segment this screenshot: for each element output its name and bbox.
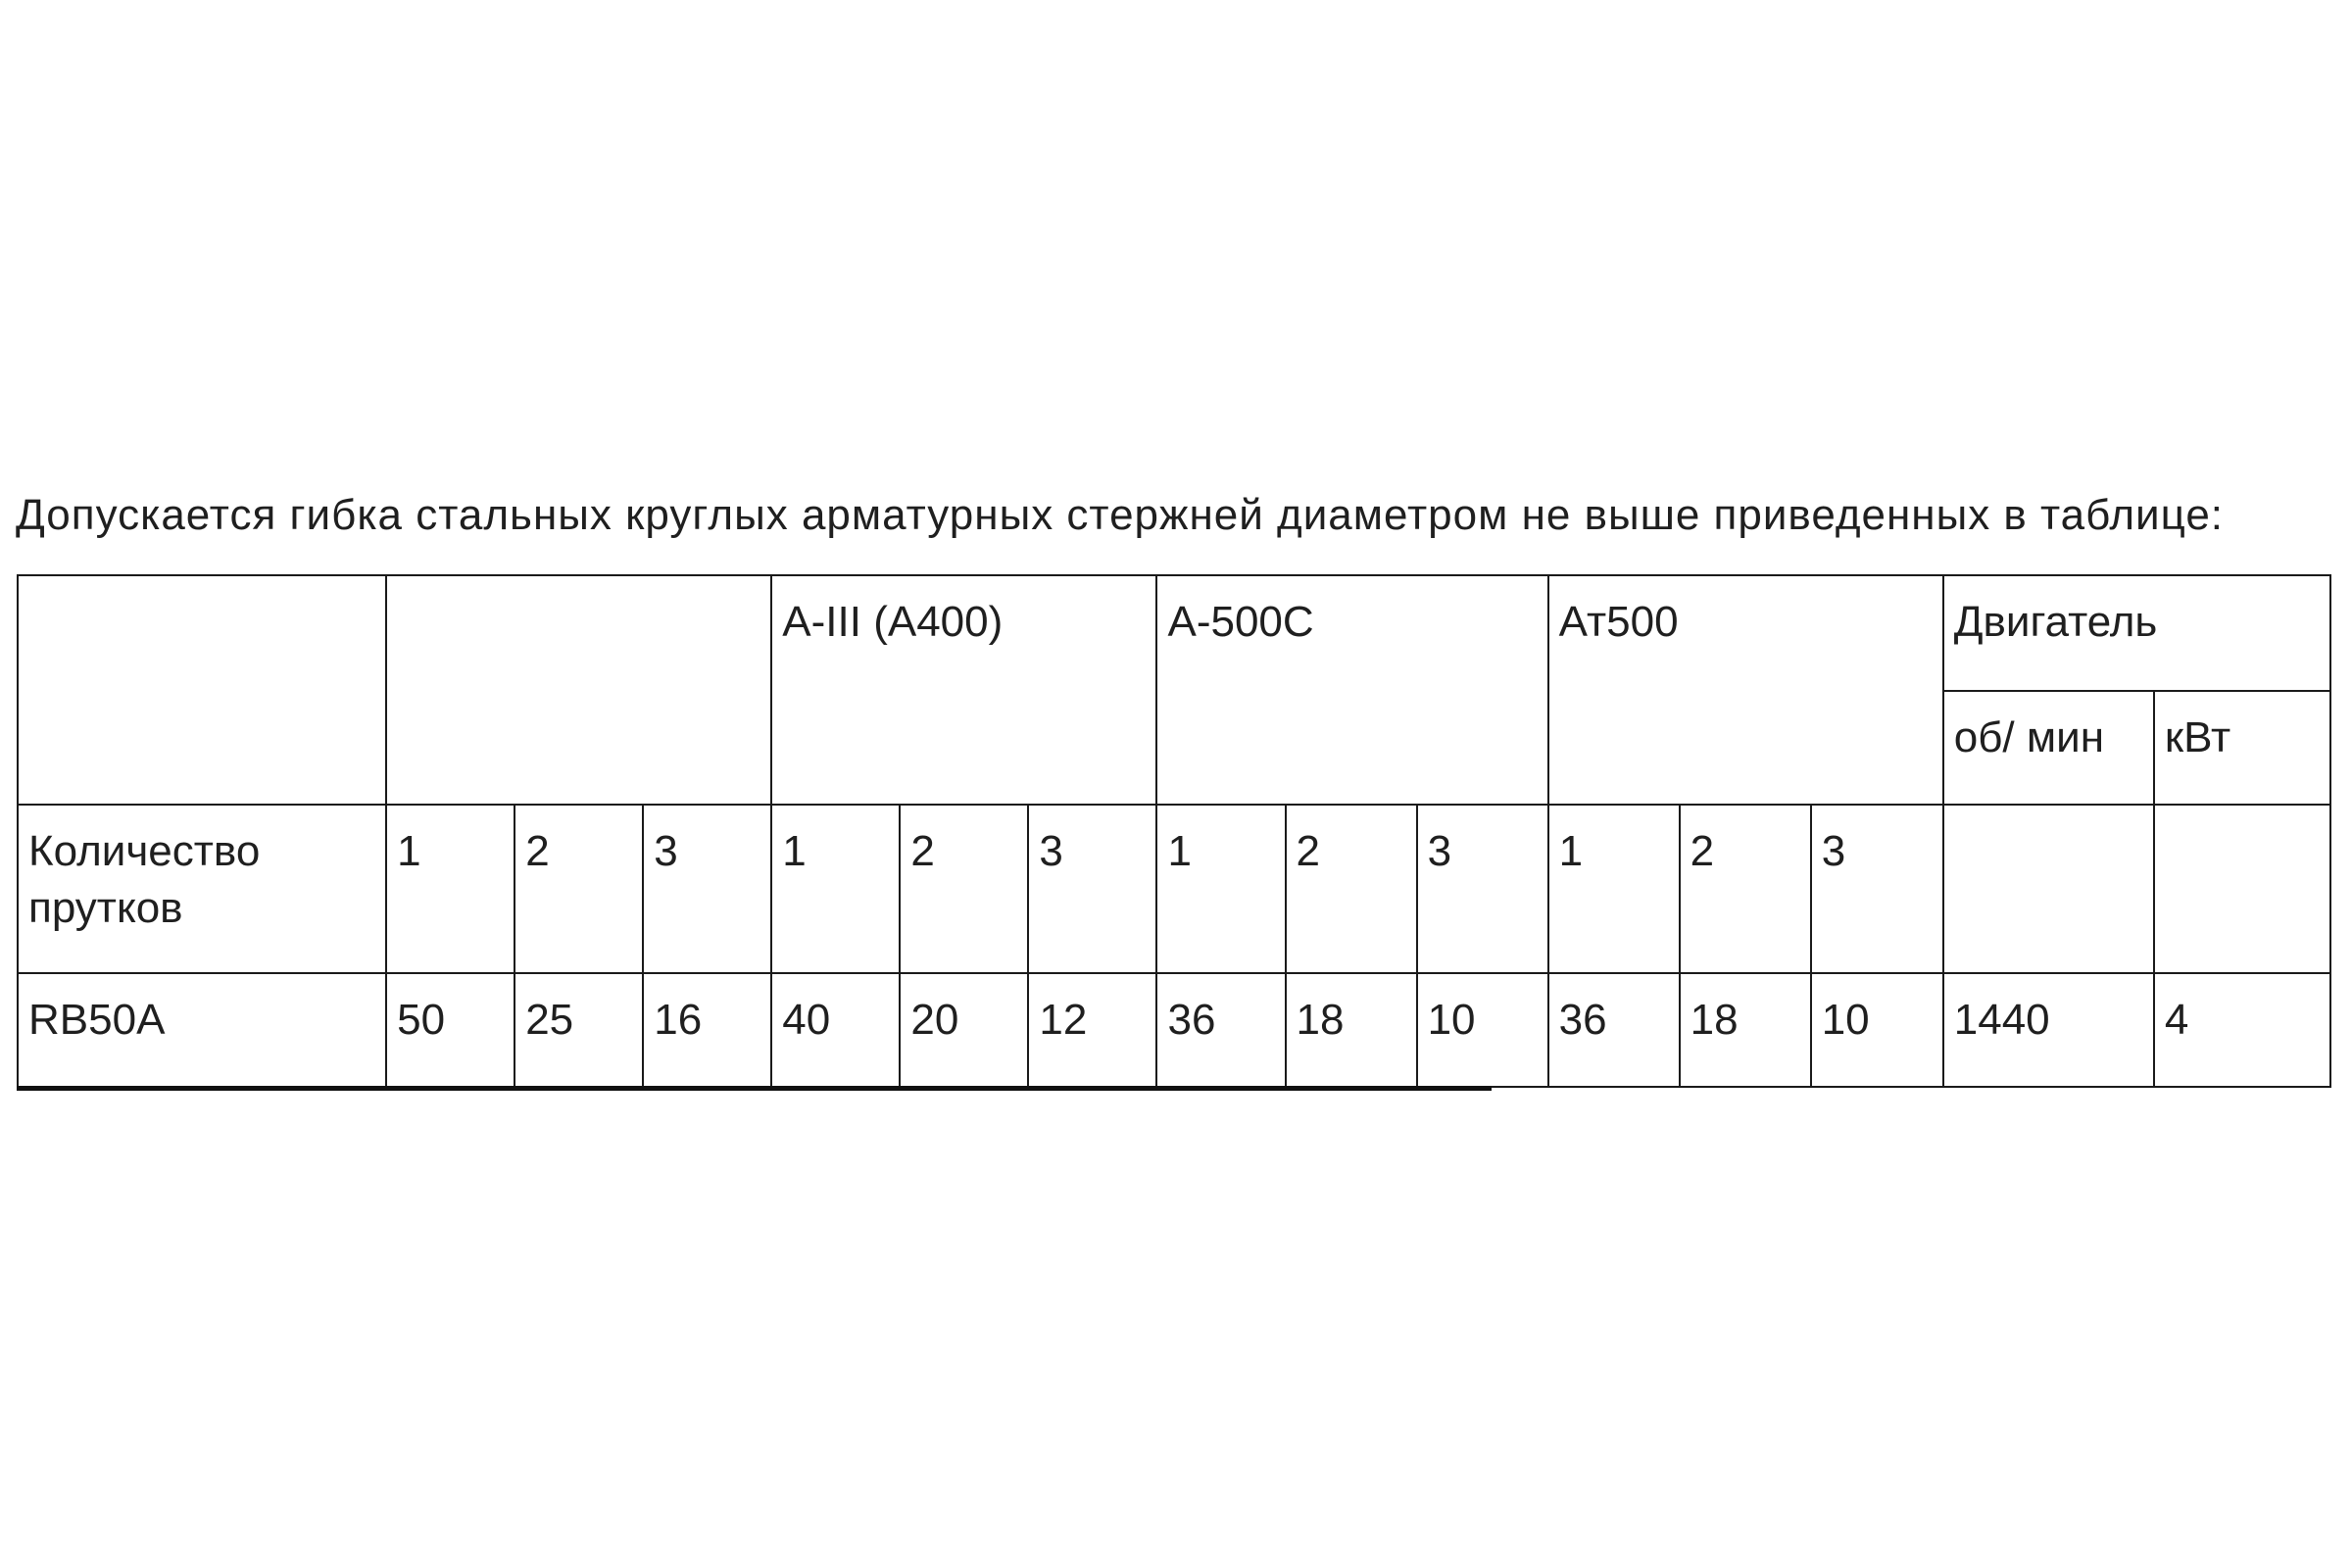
table-row-model bbox=[18, 973, 2330, 1087]
count-cell: 3 bbox=[1028, 805, 1156, 973]
header-engine-kw: кВт bbox=[2154, 691, 2330, 805]
count-cell: 1 bbox=[1156, 805, 1285, 973]
header-group-engine: Двигатель bbox=[1943, 575, 2330, 691]
empty-cell bbox=[1943, 805, 2154, 973]
row-label-count: Количество прутков bbox=[18, 805, 386, 973]
table-row-counts bbox=[18, 805, 2330, 973]
count-cell: 2 bbox=[900, 805, 1028, 973]
count-cell: 2 bbox=[1680, 805, 1811, 973]
diameter-cell: 10 bbox=[1417, 973, 1548, 1087]
diameter-cell: 16 bbox=[643, 973, 771, 1087]
header-group-at500: Ат500 bbox=[1548, 575, 1943, 805]
diameter-cell: 18 bbox=[1286, 973, 1417, 1087]
row-label-model: RB50A bbox=[18, 973, 386, 1087]
header-corner-cell bbox=[18, 575, 386, 805]
header-group-a500c: А-500С bbox=[1156, 575, 1547, 805]
table-bottom-rule bbox=[17, 1086, 1492, 1091]
header-engine-rpm: об/ мин bbox=[1943, 691, 2154, 805]
diameter-cell: 10 bbox=[1811, 973, 1943, 1087]
count-cell: 2 bbox=[514, 805, 643, 973]
rebar-bending-table bbox=[17, 574, 2331, 1088]
count-cell: 1 bbox=[1548, 805, 1680, 973]
diameter-cell: 50 bbox=[386, 973, 514, 1087]
table-header-row bbox=[18, 575, 2330, 691]
count-cell: 1 bbox=[386, 805, 514, 973]
count-cell: 3 bbox=[1811, 805, 1943, 973]
diameter-cell: 18 bbox=[1680, 973, 1811, 1087]
count-cell: 3 bbox=[643, 805, 771, 973]
header-group-a400: А-III (А400) bbox=[771, 575, 1156, 805]
empty-cell bbox=[2154, 805, 2330, 973]
intro-text: Допускается гибка стальных круглых арматурных стержней диаметром не выше приведенных в таблице: bbox=[16, 491, 2225, 539]
engine-kw-value: 4 bbox=[2154, 973, 2330, 1087]
diameter-cell: 20 bbox=[900, 973, 1028, 1087]
diameter-cell: 12 bbox=[1028, 973, 1156, 1087]
diameter-cell: 25 bbox=[514, 973, 643, 1087]
count-cell: 2 bbox=[1286, 805, 1417, 973]
count-cell: 3 bbox=[1417, 805, 1548, 973]
count-cell: 1 bbox=[771, 805, 900, 973]
diameter-cell: 36 bbox=[1548, 973, 1680, 1087]
engine-rpm-value: 1440 bbox=[1943, 973, 2154, 1087]
diameter-cell: 40 bbox=[771, 973, 900, 1087]
header-group-unnamed bbox=[386, 575, 771, 805]
diameter-cell: 36 bbox=[1156, 973, 1285, 1087]
